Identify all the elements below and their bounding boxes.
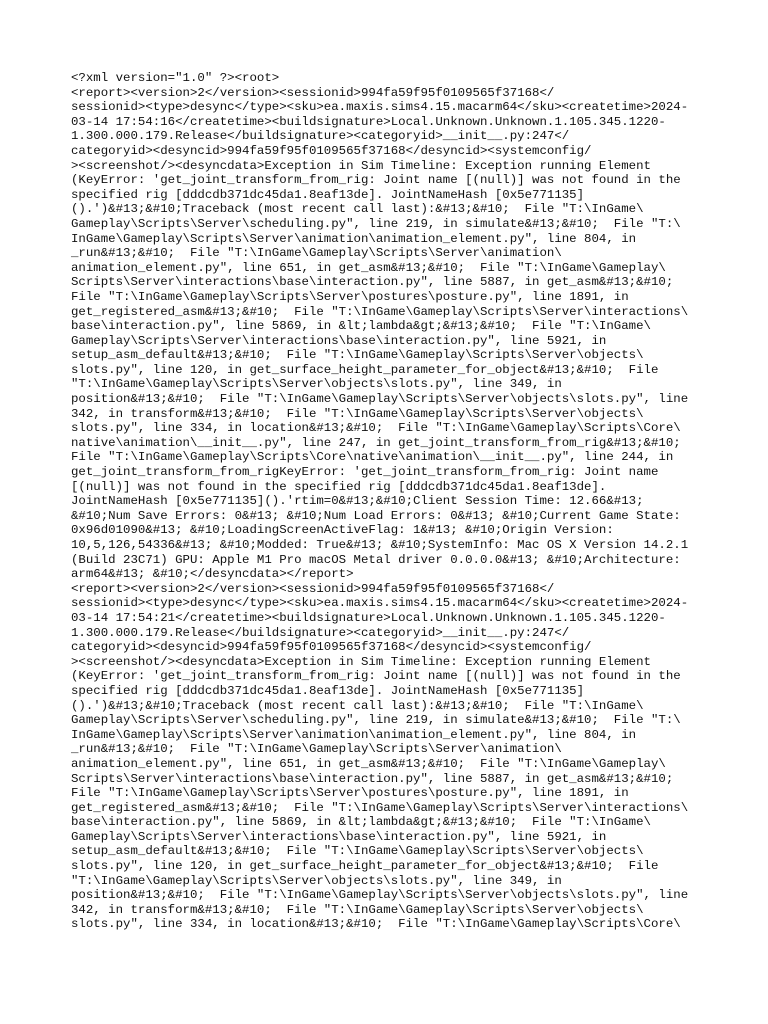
log-line: categoryid><desyncid>994fa59f95f0109565f37168</desyncid><systemconfig/	[71, 640, 592, 655]
log-line: position&#13;&#10; File "T:\InGame\Gameplay\Scripts\Server\objects\slots.py", line	[71, 392, 689, 407]
log-line: base\interaction.py", line 5869, in &lt;lambda&gt;&#13;&#10; File "T:\InGame\	[71, 815, 651, 830]
log-line: (Build 23C71) GPU: Apple M1 Pro macOS Metal driver 0.0.0.0&#13; &#10;Architecture:	[71, 552, 681, 567]
log-line: slots.py", line 334, in location&#13;&#10; File "T:\InGame\Gameplay\Scripts\Core\	[71, 917, 681, 932]
log-line: get_registered_asm&#13;&#10; File "T:\InGame\Gameplay\Scripts\Server\interactions\	[71, 800, 689, 815]
log-line: File "T:\InGame\Gameplay\Scripts\Core\native\animation\__init__.py", line 244, in	[71, 450, 674, 465]
log-line: position&#13;&#10; File "T:\InGame\Gameplay\Scripts\Server\objects\slots.py", line	[71, 888, 689, 903]
log-line: setup_asm_default&#13;&#10; File "T:\InGame\Gameplay\Scripts\Server\objects\	[71, 348, 644, 363]
log-line: 03-14 17:54:21</createtime><buildsignature>Local.Unknown.Unknown.1.105.345.1220-	[71, 610, 666, 625]
log-line: _run&#13;&#10; File "T:\InGame\Gameplay\Scripts\Server\animation\	[71, 246, 562, 261]
log-line: Gameplay\Scripts\Server\interactions\base\interaction.py", line 5921, in	[71, 333, 607, 348]
log-line: "T:\InGame\Gameplay\Scripts\Server\objects\slots.py", line 349, in	[71, 873, 562, 888]
log-line: 03-14 17:54:16</createtime><buildsignature>Local.Unknown.Unknown.1.105.345.1220-	[71, 114, 666, 129]
log-line: JointNameHash [0x5e771135]().'rtim=0&#13;&#10;Client Session Time: 12.66&#13;	[71, 494, 644, 509]
log-line: ><screenshot/><desyncdata>Exception in Sim Timeline: Exception running Element	[71, 654, 651, 669]
log-line: ().')&#13;&#10;Traceback (most recent call last):&#13;&#10; File "T:\InGame\	[71, 202, 644, 217]
log-line: setup_asm_default&#13;&#10; File "T:\InGame\Gameplay\Scripts\Server\objects\	[71, 844, 644, 859]
log-line: 342, in transform&#13;&#10; File "T:\InGame\Gameplay\Scripts\Server\objects\	[71, 902, 644, 917]
log-line: File "T:\InGame\Gameplay\Scripts\Server\postures\posture.py", line 1891, in	[71, 786, 629, 801]
log-line: 1.300.000.179.Release</buildsignature><categoryid>__init__.py:247</	[71, 129, 570, 144]
log-text-block	[71, 71, 711, 932]
log-line: get_registered_asm&#13;&#10; File "T:\InGame\Gameplay\Scripts\Server\interactions\	[71, 304, 689, 319]
log-line: InGame\Gameplay\Scripts\Server\animation\animation_element.py", line 804, in	[71, 231, 637, 246]
log-line: arm64&#13; &#10;</desyncdata></report>	[71, 567, 354, 582]
log-line: slots.py", line 334, in location&#13;&#10; File "T:\InGame\Gameplay\Scripts\Core\	[71, 421, 681, 436]
log-line: native\animation\__init__.py", line 247, in get_joint_transform_from_rig&#13;&#10;	[71, 435, 681, 450]
log-line: base\interaction.py", line 5869, in &lt;lambda&gt;&#13;&#10; File "T:\InGame\	[71, 319, 651, 334]
log-line: sessionid><type>desync</type><sku>ea.maxis.sims4.15.macarm64</sku><createtime>2024-	[71, 596, 689, 611]
log-line: animation_element.py", line 651, in get_asm&#13;&#10; File "T:\InGame\Gameplay\	[71, 756, 666, 771]
log-line: Gameplay\Scripts\Server\interactions\base\interaction.py", line 5921, in	[71, 829, 607, 844]
log-line: Gameplay\Scripts\Server\scheduling.py", line 219, in simulate&#13;&#10; File "T:\	[71, 713, 681, 728]
log-line: <?xml version="1.0" ?><root>	[71, 71, 280, 85]
log-line: &#10;Num Save Errors: 0&#13; &#10;Num Load Errors: 0&#13; &#10;Current Game State:	[71, 508, 681, 523]
log-line: categoryid><desyncid>994fa59f95f0109565f37168</desyncid><systemconfig/	[71, 143, 592, 158]
log-line: <report><version>2</version><sessionid>994fa59f95f0109565f37168</	[71, 581, 555, 596]
log-line: <report><version>2</version><sessionid>994fa59f95f0109565f37168</	[71, 85, 555, 100]
log-line: specified rig [dddcdb371dc45da1.8eaf13de]. JointNameHash [0x5e771135]	[71, 683, 585, 698]
log-line: Scripts\Server\interactions\base\interaction.py", line 5887, in get_asm&#13;&#10;	[71, 275, 674, 290]
log-line: 1.300.000.179.Release</buildsignature><categoryid>__init__.py:247</	[71, 625, 570, 640]
log-line: Scripts\Server\interactions\base\interaction.py", line 5887, in get_asm&#13;&#10;	[71, 771, 674, 786]
log-line: specified rig [dddcdb371dc45da1.8eaf13de]. JointNameHash [0x5e771135]	[71, 187, 585, 202]
log-line: 0x96d01090&#13; &#10;LoadingScreenActiveFlag: 1&#13; &#10;Origin Version:	[71, 523, 614, 538]
log-line: (KeyError: 'get_joint_transform_from_rig: Joint name [(null)] was not found in the	[71, 173, 681, 188]
log-line: slots.py", line 120, in get_surface_height_parameter_for_object&#13;&#10; File	[71, 362, 659, 377]
log-line: get_joint_transform_from_rigKeyError: 'get_joint_transform_from_rig: Joint name	[71, 465, 659, 480]
log-line: InGame\Gameplay\Scripts\Server\animation\animation_element.py", line 804, in	[71, 727, 637, 742]
log-line: (KeyError: 'get_joint_transform_from_rig: Joint name [(null)] was not found in the	[71, 669, 681, 684]
log-line: "T:\InGame\Gameplay\Scripts\Server\objects\slots.py", line 349, in	[71, 377, 562, 392]
log-line: [(null)] was not found in the specified rig [dddcdb371dc45da1.8eaf13de].	[71, 479, 607, 494]
log-line: Gameplay\Scripts\Server\scheduling.py", line 219, in simulate&#13;&#10; File "T:\	[71, 216, 681, 231]
log-line: _run&#13;&#10; File "T:\InGame\Gameplay\Scripts\Server\animation\	[71, 742, 562, 757]
log-line: ().')&#13;&#10;Traceback (most recent call last):&#13;&#10; File "T:\InGame\	[71, 698, 644, 713]
log-line: sessionid><type>desync</type><sku>ea.maxis.sims4.15.macarm64</sku><createtime>2024-	[71, 100, 689, 115]
log-line: slots.py", line 120, in get_surface_height_parameter_for_object&#13;&#10; File	[71, 859, 659, 874]
log-line: animation_element.py", line 651, in get_asm&#13;&#10; File "T:\InGame\Gameplay\	[71, 260, 666, 275]
log-line: ><screenshot/><desyncdata>Exception in Sim Timeline: Exception running Element	[71, 158, 651, 173]
log-line: 10,5,126,54336&#13; &#10;Modded: True&#13; &#10;SystemInfo: Mac OS X Version 14.2.1	[71, 538, 689, 552]
log-line: File "T:\InGame\Gameplay\Scripts\Server\postures\posture.py", line 1891, in	[71, 289, 629, 304]
log-line: 342, in transform&#13;&#10; File "T:\InGame\Gameplay\Scripts\Server\objects\	[71, 406, 644, 421]
